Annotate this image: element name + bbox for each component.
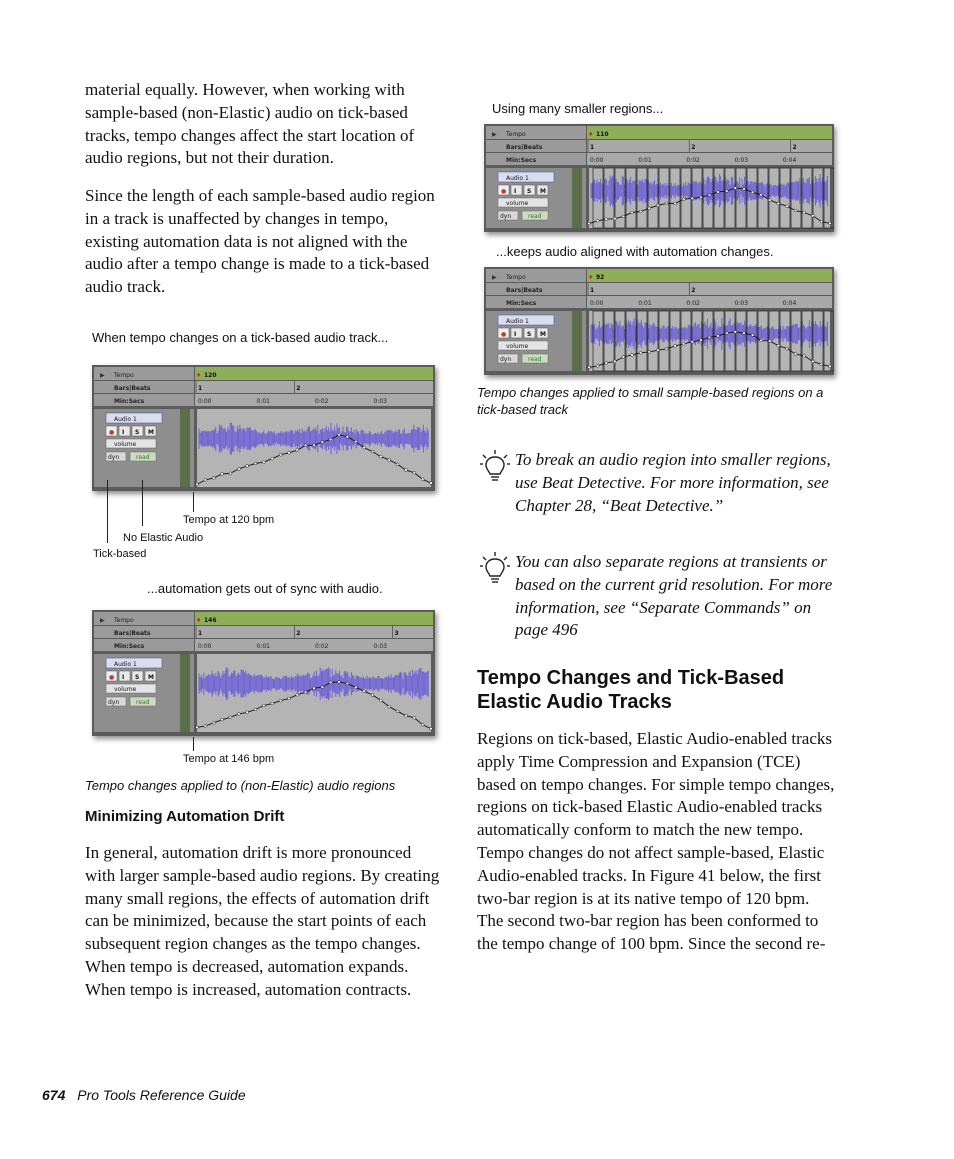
bar-number: 3 [394, 630, 399, 637]
track-button-label: M [148, 674, 154, 681]
time-label: 0:00 [198, 398, 212, 405]
automation-breakpoint [363, 690, 366, 693]
automation-breakpoint [777, 344, 780, 347]
bar-number: 2 [691, 144, 696, 151]
dyn-label: dyn [500, 213, 512, 220]
bars-ruler [587, 283, 832, 295]
book-title: Pro Tools Reference Guide [77, 1087, 246, 1103]
automation-breakpoint [803, 211, 806, 214]
bar-number: 2 [792, 144, 797, 151]
automation-breakpoint [760, 193, 763, 196]
automation-breakpoint [588, 222, 591, 225]
tempo-marker-icon: ♦ [196, 372, 202, 379]
callout-no-elastic: No Elastic Audio [123, 532, 204, 544]
ruler-header [94, 367, 194, 380]
ruler-header [94, 612, 194, 625]
automation-breakpoint [605, 362, 608, 365]
meter [572, 311, 582, 371]
automation-breakpoint [379, 455, 382, 458]
bars-ruler [195, 381, 433, 393]
automation-breakpoint [665, 202, 668, 205]
bars-ruler-label: Bars|Beats [114, 630, 151, 637]
track-button-label: M [540, 188, 546, 195]
automation-breakpoint [803, 354, 806, 357]
automation-breakpoint [329, 681, 332, 684]
automation-breakpoint [421, 723, 424, 726]
automation-breakpoint [699, 196, 702, 199]
automation-breakpoint [204, 479, 207, 482]
dyn-label: dyn [500, 356, 512, 363]
bars-ruler-label: Bars|Beats [506, 144, 543, 151]
time-label: 0:04 [782, 157, 797, 164]
automation-breakpoint [321, 686, 324, 689]
callout-line-elastic [142, 480, 143, 526]
automation-breakpoint [396, 463, 399, 466]
automation-breakpoint [346, 682, 349, 685]
footer [42, 1087, 246, 1103]
track-button-label: S [135, 429, 140, 436]
play-triangle-icon: ▶ [100, 372, 105, 379]
automation-breakpoint [751, 191, 754, 194]
automation-breakpoint [396, 710, 399, 713]
automation-breakpoint [354, 686, 357, 689]
time-label: 0:01 [638, 157, 652, 164]
automation-breakpoint [751, 334, 754, 337]
ruler-header [486, 269, 586, 282]
automation-mode-label: read [136, 699, 150, 706]
automation-breakpoint [288, 451, 291, 454]
automation-breakpoint [725, 332, 728, 335]
meter [180, 654, 190, 732]
track-button [511, 185, 522, 195]
automation-breakpoint [237, 713, 240, 716]
track-name: Audio 1 [114, 661, 137, 668]
figure-lead-caption: When tempo changes on a tick-based audio track... [92, 330, 389, 345]
track-button-label: ● [109, 429, 115, 436]
screenshot-tempo-146 [92, 610, 435, 736]
time-label: 0:00 [590, 157, 604, 164]
automation-breakpoint [794, 353, 797, 356]
automation-breakpoint [588, 366, 591, 369]
automation-breakpoint [639, 351, 642, 354]
automation-breakpoint [682, 343, 685, 346]
tempo-ruler-label: Tempo [114, 372, 134, 379]
automation-breakpoint [648, 207, 651, 210]
automation-breakpoint [777, 202, 780, 205]
time-label: 0:03 [734, 157, 749, 164]
body-paragraph-2: Since the length of each sample-based audio region in a track is unaffected by changes in tempo, existing automation data is not aligned with the audio after a tempo change is made to a tick-based audio track. [85, 186, 435, 297]
automation-breakpoint [246, 465, 249, 468]
view-selector-label: volume [114, 441, 137, 448]
automation-breakpoint [196, 726, 199, 729]
time-label: 0:02 [686, 300, 700, 307]
minsecs-ruler-label: Min:Secs [114, 398, 145, 405]
time-label: 0:01 [638, 300, 652, 307]
track-button [119, 426, 130, 436]
track-window [92, 365, 435, 491]
page-number: 674 [42, 1087, 66, 1103]
automation-breakpoint [674, 202, 677, 205]
tip-separate-regions: You can also separate regions at transients or based on the current grid resolution. For more information, see “Separate Commands” on page 496 [515, 552, 833, 640]
automation-breakpoint [279, 453, 282, 456]
automation-breakpoint [388, 458, 391, 461]
tempo-marker-icon: ♦ [588, 274, 594, 281]
tip-beat-detective: To break an audio region into smaller regions, use Beat Detective. For more information, see Chapter 28, “Beat Detective.” [515, 450, 831, 515]
track-button-label: I [514, 188, 517, 195]
play-triangle-icon: ▶ [100, 617, 105, 624]
automation-breakpoint [717, 334, 720, 337]
minsecs-ruler [195, 394, 433, 406]
bar-number: 1 [590, 287, 595, 294]
ruler-header [486, 126, 586, 139]
automation-breakpoint [613, 360, 616, 363]
automation-breakpoint [691, 197, 694, 200]
tempo-value: 120 [204, 372, 217, 379]
track-button-label: ● [501, 188, 507, 195]
track-name: Audio 1 [506, 318, 529, 325]
track-button-label: ● [501, 331, 507, 338]
automation-breakpoint [229, 472, 232, 475]
callout-line-tempo-146 [193, 737, 194, 751]
automation-breakpoint [296, 693, 299, 696]
automation-breakpoint [648, 350, 651, 353]
time-label: 0:00 [590, 300, 604, 307]
automation-breakpoint [811, 360, 814, 363]
tempo-marker-icon: ♦ [588, 131, 594, 138]
track-button [119, 671, 130, 681]
bar-number: 2 [296, 630, 301, 637]
minsecs-ruler [195, 639, 433, 651]
time-label: 0:04 [782, 300, 797, 307]
automation-breakpoint [760, 339, 763, 342]
automation-breakpoint [786, 205, 789, 208]
section-heading: Tempo Changes and Tick-Based Elastic Audio Tracks [477, 667, 785, 713]
tempo-marker-icon: ♦ [196, 617, 202, 624]
automation-breakpoint [421, 478, 424, 481]
subheading-minimizing-drift: Minimizing Automation Drift [85, 808, 285, 825]
body-paragraph-right: Regions on tick-based, Elastic Audio-enabled tracks apply Time Compression and Expansion (TCE) based on tempo changes. For simple tempo changes, regions on tick-based Elastic Audio-enabled tracks automatically conform to match the new tempo. Tempo changes do not affect sample-based, Elastic Audio-enabled tracks. In Figure 41 below, the first two-bar region is at its native tempo of 120 bpm. The second two-bar region has been conformed to the tempo change of 100 bpm. Since the second re- [477, 729, 835, 954]
automation-breakpoint [656, 204, 659, 207]
view-selector-label: volume [506, 200, 529, 207]
automation-breakpoint [622, 215, 625, 218]
tempo-value: 92 [596, 274, 605, 281]
automation-breakpoint [794, 209, 797, 212]
automation-breakpoint [405, 469, 408, 472]
callout-line-tempo [193, 492, 194, 512]
automation-breakpoint [622, 356, 625, 359]
automation-breakpoint [639, 210, 642, 213]
automation-breakpoint [430, 727, 433, 730]
track-button-label: S [527, 331, 532, 338]
automation-breakpoint [262, 704, 265, 707]
play-triangle-icon: ▶ [492, 274, 497, 281]
automation-breakpoint [304, 444, 307, 447]
automation-breakpoint [212, 721, 215, 724]
automation-breakpoint [288, 697, 291, 700]
time-label: 0:03 [373, 643, 387, 650]
automation-mode-label: read [136, 454, 150, 461]
time-label: 0:03 [373, 398, 387, 405]
track-window [92, 610, 435, 736]
automation-breakpoint [734, 187, 737, 190]
view-selector-label: volume [114, 686, 137, 693]
automation-breakpoint [430, 482, 433, 485]
track-window [484, 267, 834, 375]
body-paragraph-1: material equally. However, when working with sample-based (non-Elastic) audio on tick-based tracks, tempo changes affect the start location of audio regions, but not their duration. [85, 80, 415, 168]
automation-breakpoint [338, 681, 341, 684]
automation-breakpoint [271, 702, 274, 705]
automation-breakpoint [656, 349, 659, 352]
automation-breakpoint [725, 190, 728, 193]
minsecs-ruler-label: Min:Secs [506, 157, 537, 164]
body-paragraph-3: In general, automation drift is more pronounced with larger sample-based audio regions. By creating many small regions, the effects of automation drift can be minimized, because the start points of each subsequent region changes as the tempo changes. When tempo is decreased, automation expands. When tempo is increased, automation contracts. [85, 843, 440, 999]
automation-breakpoint [379, 699, 382, 702]
tempo-ruler [195, 367, 433, 380]
automation-breakpoint [388, 705, 391, 708]
dyn-label: dyn [108, 454, 120, 461]
automation-breakpoint [829, 365, 832, 368]
automation-breakpoint [313, 444, 316, 447]
automation-breakpoint [631, 211, 634, 214]
automation-breakpoint [699, 339, 702, 342]
automation-breakpoint [811, 214, 814, 217]
automation-breakpoint [820, 220, 823, 223]
automation-breakpoint [329, 438, 332, 441]
time-label: 0:02 [315, 398, 329, 405]
automation-breakpoint [338, 433, 341, 436]
automation-mode-label: read [528, 213, 542, 220]
tempo-value: 146 [204, 617, 217, 624]
automation-breakpoint [221, 473, 224, 476]
bar-number: 2 [691, 287, 696, 294]
automation-breakpoint [596, 219, 599, 222]
automation-breakpoint [246, 711, 249, 714]
track-button-label: S [527, 188, 532, 195]
meter [180, 409, 190, 487]
track-button-label: M [148, 429, 154, 436]
automation-breakpoint [829, 222, 832, 225]
time-label: 0:00 [198, 643, 212, 650]
bars-ruler-label: Bars|Beats [114, 385, 151, 392]
track-button-label: I [514, 331, 517, 338]
tempo-ruler-label: Tempo [506, 274, 526, 281]
figure-lead-caption-right: Using many smaller regions... [492, 101, 664, 116]
automation-breakpoint [717, 191, 720, 194]
automation-breakpoint [708, 194, 711, 197]
time-label: 0:01 [256, 398, 270, 405]
callout-tick-based: Tick-based [93, 548, 147, 560]
figure-mid-caption: ...automation gets out of sync with audio. [147, 581, 383, 596]
automation-mode-label: read [528, 356, 542, 363]
automation-breakpoint [665, 347, 668, 350]
automation-breakpoint [321, 441, 324, 444]
minsecs-ruler-label: Min:Secs [506, 300, 537, 307]
track-button-label: I [122, 674, 125, 681]
automation-breakpoint [204, 725, 207, 728]
automation-breakpoint [674, 344, 677, 347]
automation-breakpoint [768, 199, 771, 202]
automation-breakpoint [304, 691, 307, 694]
bar-number: 1 [198, 385, 203, 392]
tempo-ruler [587, 126, 832, 139]
automation-breakpoint [691, 340, 694, 343]
automation-breakpoint [708, 336, 711, 339]
callout-tempo-146: Tempo at 146 bpm [183, 753, 275, 765]
tempo-ruler [195, 612, 433, 625]
tempo-ruler [587, 269, 832, 282]
automation-breakpoint [313, 687, 316, 690]
automation-breakpoint [296, 449, 299, 452]
bar-number: 1 [590, 144, 595, 151]
track-name: Audio 1 [506, 175, 529, 182]
automation-breakpoint [237, 468, 240, 471]
automation-breakpoint [371, 450, 374, 453]
automation-breakpoint [371, 694, 374, 697]
automation-breakpoint [279, 699, 282, 702]
meter [572, 168, 582, 228]
screenshot-small-regions-92 [484, 267, 834, 375]
automation-breakpoint [254, 462, 257, 465]
automation-breakpoint [229, 716, 232, 719]
automation-breakpoint [354, 440, 357, 443]
automation-breakpoint [631, 354, 634, 357]
automation-breakpoint [768, 340, 771, 343]
automation-breakpoint [596, 364, 599, 367]
time-label: 0:02 [686, 157, 700, 164]
time-label: 0:02 [315, 643, 329, 650]
screenshot-tempo-120 [92, 365, 435, 491]
automation-breakpoint [221, 718, 224, 721]
tempo-ruler-label: Tempo [506, 131, 526, 138]
automation-breakpoint [262, 461, 265, 464]
time-label: 0:03 [734, 300, 749, 307]
callout-tempo-120: Tempo at 120 bpm [183, 514, 275, 526]
bars-ruler-label: Bars|Beats [506, 287, 543, 294]
bar-number: 1 [198, 630, 203, 637]
tempo-ruler-label: Tempo [114, 617, 134, 624]
callout-line-tick [107, 480, 108, 543]
play-triangle-icon: ▶ [492, 131, 497, 138]
track-window [484, 124, 834, 232]
minsecs-ruler-label: Min:Secs [114, 643, 145, 650]
dyn-label: dyn [108, 699, 120, 706]
automation-breakpoint [682, 198, 685, 201]
automation-breakpoint [743, 332, 746, 335]
track-button-label: I [122, 429, 125, 436]
automation-breakpoint [346, 435, 349, 438]
figure-caption-right: Tempo changes applied to small sample-based regions on a tick-based track [477, 385, 824, 417]
automation-breakpoint [405, 714, 408, 717]
lightbulb-tip-icon [480, 449, 510, 483]
figure-caption-left: Tempo changes applied to (non-Elastic) audio regions [85, 778, 396, 793]
view-selector-label: volume [506, 343, 529, 350]
track-button-label: S [135, 674, 140, 681]
screenshot-small-regions-110 [484, 124, 834, 232]
automation-breakpoint [613, 217, 616, 220]
automation-breakpoint [363, 446, 366, 449]
track-button [511, 328, 522, 338]
track-name: Audio 1 [114, 416, 137, 423]
automation-breakpoint [254, 708, 257, 711]
automation-breakpoint [212, 477, 215, 480]
automation-breakpoint [413, 716, 416, 719]
lightbulb-tip-icon [480, 551, 510, 585]
automation-breakpoint [271, 457, 274, 460]
automation-breakpoint [820, 363, 823, 366]
automation-breakpoint [734, 330, 737, 333]
time-label: 0:01 [256, 643, 270, 650]
automation-breakpoint [743, 187, 746, 190]
figure-mid-caption-right: ...keeps audio aligned with automation changes. [496, 244, 774, 259]
automation-breakpoint [605, 218, 608, 221]
automation-breakpoint [196, 483, 199, 486]
tempo-value: 110 [596, 131, 609, 138]
automation-breakpoint [413, 471, 416, 474]
bar-number: 2 [296, 385, 301, 392]
track-button-label: ● [109, 674, 115, 681]
automation-breakpoint [786, 347, 789, 350]
track-button-label: M [540, 331, 546, 338]
